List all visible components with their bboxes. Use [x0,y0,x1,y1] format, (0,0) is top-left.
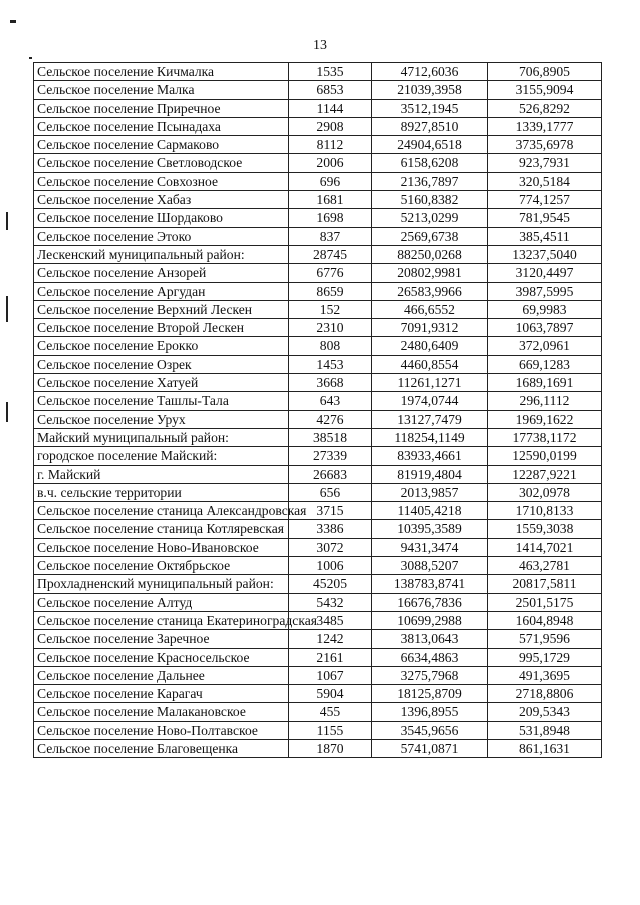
share-cell: 2718,8806 [488,685,602,703]
share-cell: 385,4511 [488,227,602,245]
data-table [33,62,602,758]
share-cell: 1063,7897 [488,319,602,337]
population-cell: 3715 [289,502,372,520]
table-row [34,355,602,373]
name-cell: Сельское поселение Красносельское [34,648,289,666]
table-row [34,739,602,757]
value-cell: 6158,6208 [372,154,488,172]
share-cell: 1414,7021 [488,538,602,556]
name-cell: Сельское поселение Дальнее [34,666,289,684]
population-cell: 3485 [289,611,372,629]
share-cell: 669,1283 [488,355,602,373]
name-cell: Сельское поселение Благовещенка [34,739,289,757]
population-cell: 643 [289,392,372,410]
value-cell: 5213,0299 [372,209,488,227]
table-row [34,117,602,135]
value-cell: 2569,6738 [372,227,488,245]
share-cell: 17738,1172 [488,428,602,446]
table-row [34,666,602,684]
population-cell: 3386 [289,520,372,538]
share-cell: 774,1257 [488,191,602,209]
value-cell: 24904,6518 [372,136,488,154]
name-cell: Сельское поселение Ташлы-Тала [34,392,289,410]
name-cell: Сельское поселение Шордаково [34,209,289,227]
table-row [34,319,602,337]
population-cell: 1155 [289,721,372,739]
share-cell: 463,2781 [488,557,602,575]
name-cell: Сельское поселение Хатуей [34,374,289,392]
share-cell: 1969,1622 [488,410,602,428]
share-cell: 1604,8948 [488,611,602,629]
table-row [34,374,602,392]
table-row [34,154,602,172]
name-cell: в.ч. сельские территории [34,483,289,501]
share-cell: 12590,0199 [488,447,602,465]
population-cell: 8112 [289,136,372,154]
table-row [34,81,602,99]
share-cell: 3120,4497 [488,264,602,282]
scan-mark [10,20,16,23]
name-cell: Сельское поселение станица Котляревская [34,520,289,538]
value-cell: 21039,3958 [372,81,488,99]
value-cell: 3512,1945 [372,99,488,117]
name-cell: Сельское поселение Ерокко [34,337,289,355]
table-row [34,483,602,501]
table-row [34,282,602,300]
population-cell: 696 [289,172,372,190]
name-cell: Сельское поселение Верхний Лескен [34,300,289,318]
value-cell: 83933,4661 [372,447,488,465]
value-cell: 5741,0871 [372,739,488,757]
share-cell: 320,5184 [488,172,602,190]
table-row [34,538,602,556]
population-cell: 1681 [289,191,372,209]
population-cell: 6776 [289,264,372,282]
population-cell: 3668 [289,374,372,392]
population-cell: 1067 [289,666,372,684]
page-number: 13 [313,38,327,53]
table-row [34,428,602,446]
name-cell: Сельское поселение Приречное [34,99,289,117]
name-cell: Майский муниципальный район: [34,428,289,446]
value-cell: 466,6552 [372,300,488,318]
name-cell: Сельское поселение Псынадаха [34,117,289,135]
share-cell: 995,1729 [488,648,602,666]
table-row [34,557,602,575]
value-cell: 13127,7479 [372,410,488,428]
value-cell: 3813,0643 [372,630,488,648]
table-row [34,337,602,355]
name-cell: Сельское поселение Светловодское [34,154,289,172]
name-cell: Сельское поселение Ново-Ивановское [34,538,289,556]
table-row [34,685,602,703]
table-row [34,520,602,538]
share-cell: 372,0961 [488,337,602,355]
name-cell: Прохладненский муниципальный район: [34,575,289,593]
value-cell: 118254,1149 [372,428,488,446]
value-cell: 1974,0744 [372,392,488,410]
population-cell: 837 [289,227,372,245]
share-cell: 3155,9094 [488,81,602,99]
share-cell: 3987,5995 [488,282,602,300]
population-cell: 28745 [289,245,372,263]
name-cell: Сельское поселение Ново-Полтавское [34,721,289,739]
population-cell: 38518 [289,428,372,446]
share-cell: 526,8292 [488,99,602,117]
table-row [34,447,602,465]
table-row [34,410,602,428]
name-cell: Сельское поселение Малакановское [34,703,289,721]
value-cell: 3545,9656 [372,721,488,739]
table-row [34,648,602,666]
name-cell: Сельское поселение Анзорей [34,264,289,282]
share-cell: 1689,1691 [488,374,602,392]
value-cell: 2013,9857 [372,483,488,501]
name-cell: Сельское поселение Озрек [34,355,289,373]
name-cell: г. Майский [34,465,289,483]
value-cell: 11261,1271 [372,374,488,392]
value-cell: 20802,9981 [372,264,488,282]
table-row [34,227,602,245]
value-cell: 1396,8955 [372,703,488,721]
share-cell: 706,8905 [488,63,602,81]
name-cell: Сельское поселение Карагач [34,685,289,703]
population-cell: 1698 [289,209,372,227]
share-cell: 781,9545 [488,209,602,227]
value-cell: 81919,4804 [372,465,488,483]
name-cell: Сельское поселение Второй Лескен [34,319,289,337]
name-cell: Сельское поселение Хабаз [34,191,289,209]
table-row [34,245,602,263]
table-row [34,465,602,483]
population-cell: 2908 [289,117,372,135]
share-cell: 12287,9221 [488,465,602,483]
share-cell: 1710,8133 [488,502,602,520]
value-cell: 26583,9966 [372,282,488,300]
share-cell: 861,1631 [488,739,602,757]
population-cell: 8659 [289,282,372,300]
population-cell: 5432 [289,593,372,611]
table-row [34,300,602,318]
name-cell: Сельское поселение Октябрьское [34,557,289,575]
share-cell: 13237,5040 [488,245,602,263]
value-cell: 3275,7968 [372,666,488,684]
name-cell: городское поселение Майский: [34,447,289,465]
name-cell: Сельское поселение Совхозное [34,172,289,190]
population-cell: 455 [289,703,372,721]
value-cell: 11405,4218 [372,502,488,520]
value-cell: 4712,6036 [372,63,488,81]
value-cell: 2480,6409 [372,337,488,355]
table-row [34,209,602,227]
population-cell: 27339 [289,447,372,465]
scan-mark [6,212,8,230]
population-cell: 5904 [289,685,372,703]
scan-mark [6,296,8,322]
value-cell: 6634,4863 [372,648,488,666]
population-cell: 656 [289,483,372,501]
population-cell: 6853 [289,81,372,99]
population-cell: 1870 [289,739,372,757]
table-row [34,703,602,721]
share-cell: 571,9596 [488,630,602,648]
share-cell: 20817,5811 [488,575,602,593]
value-cell: 18125,8709 [372,685,488,703]
name-cell: Сельское поселение Урух [34,410,289,428]
population-cell: 3072 [289,538,372,556]
population-cell: 45205 [289,575,372,593]
value-cell: 10699,2988 [372,611,488,629]
table-row [34,172,602,190]
name-cell: Сельское поселение Этоко [34,227,289,245]
table-row [34,63,602,81]
table-row [34,191,602,209]
population-cell: 1453 [289,355,372,373]
share-cell: 531,8948 [488,721,602,739]
table-row [34,136,602,154]
share-cell: 3735,6978 [488,136,602,154]
value-cell: 2136,7897 [372,172,488,190]
table-row [34,611,602,629]
share-cell: 302,0978 [488,483,602,501]
table-row [34,630,602,648]
population-cell: 1006 [289,557,372,575]
table-body [34,63,602,758]
table-row [34,593,602,611]
table-row [34,392,602,410]
name-cell: Лескенский муниципальный район: [34,245,289,263]
name-cell: Сельское поселение Аргудан [34,282,289,300]
name-cell: Сельское поселение Малка [34,81,289,99]
name-cell: Сельское поселение Заречное [34,630,289,648]
value-cell: 7091,9312 [372,319,488,337]
share-cell: 2501,5175 [488,593,602,611]
value-cell: 9431,3474 [372,538,488,556]
table-row [34,99,602,117]
scan-mark [6,402,8,422]
share-cell: 69,9983 [488,300,602,318]
table-row [34,721,602,739]
population-cell: 1242 [289,630,372,648]
population-cell: 808 [289,337,372,355]
population-cell: 2310 [289,319,372,337]
value-cell: 16676,7836 [372,593,488,611]
population-cell: 152 [289,300,372,318]
share-cell: 1339,1777 [488,117,602,135]
population-cell: 1535 [289,63,372,81]
table-row [34,502,602,520]
share-cell: 923,7931 [488,154,602,172]
value-cell: 138783,8741 [372,575,488,593]
name-cell: Сельское поселение станица Александровская [34,502,289,520]
share-cell: 491,3695 [488,666,602,684]
table-row [34,575,602,593]
value-cell: 5160,8382 [372,191,488,209]
value-cell: 88250,0268 [372,245,488,263]
share-cell: 209,5343 [488,703,602,721]
table-row [34,264,602,282]
value-cell: 3088,5207 [372,557,488,575]
population-cell: 1144 [289,99,372,117]
scan-mark [29,57,32,59]
name-cell: Сельское поселение Сармаково [34,136,289,154]
name-cell: Сельское поселение станица Екатериноградская [34,611,289,629]
population-cell: 2161 [289,648,372,666]
share-cell: 296,1112 [488,392,602,410]
population-cell: 26683 [289,465,372,483]
value-cell: 8927,8510 [372,117,488,135]
name-cell: Сельское поселение Кичмалка [34,63,289,81]
name-cell: Сельское поселение Алтуд [34,593,289,611]
share-cell: 1559,3038 [488,520,602,538]
population-cell: 2006 [289,154,372,172]
value-cell: 10395,3589 [372,520,488,538]
population-cell: 4276 [289,410,372,428]
value-cell: 4460,8554 [372,355,488,373]
